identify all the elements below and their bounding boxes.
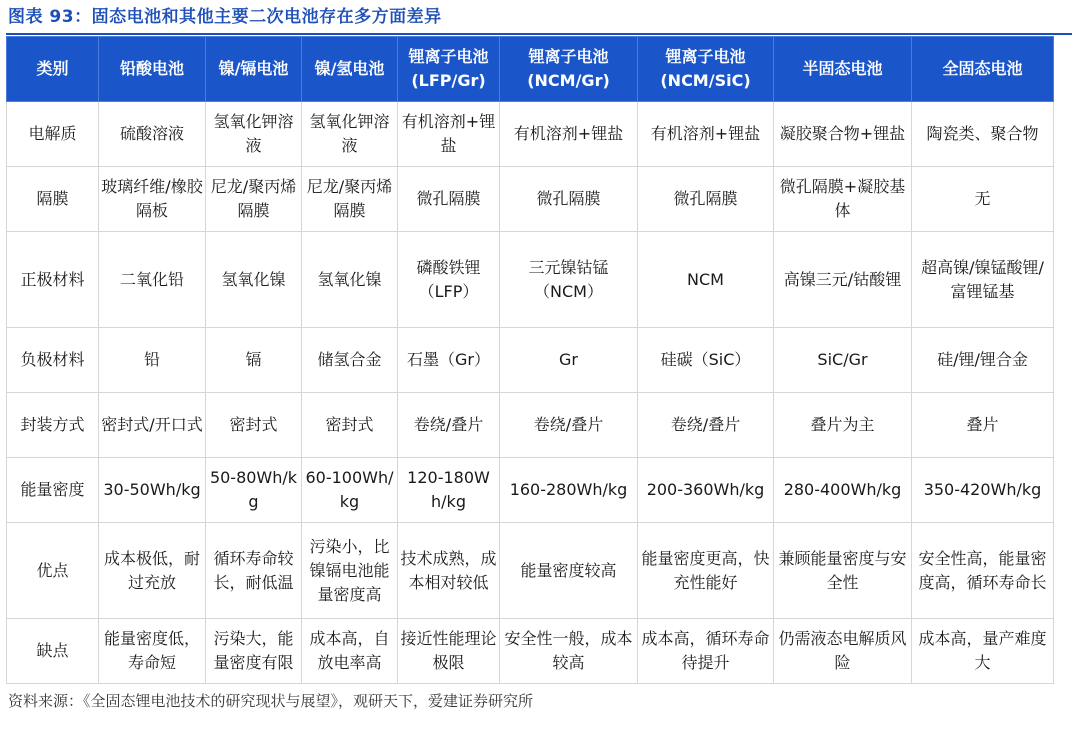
table-cell: 磷酸铁锂 （LFP） bbox=[398, 232, 500, 328]
table-row bbox=[7, 458, 1054, 523]
table-cell: 350-420Wh/kg bbox=[912, 458, 1054, 523]
table-cell: 120-180Wh/kg bbox=[398, 458, 500, 523]
header-lead-acid: 铅酸电池 bbox=[99, 37, 206, 102]
table-cell: SiC/Gr bbox=[774, 328, 912, 393]
title-divider bbox=[6, 33, 1072, 35]
header-nicd: 镍/镉电池 bbox=[206, 37, 302, 102]
header-all-solid: 全固态电池 bbox=[912, 37, 1054, 102]
table-row bbox=[7, 167, 1054, 232]
table-cell: 铅 bbox=[99, 328, 206, 393]
table-cell: 200-360Wh/kg bbox=[638, 458, 774, 523]
row-label: 负极材料 bbox=[7, 328, 99, 393]
table-cell: 尼龙/聚丙烯隔膜 bbox=[206, 167, 302, 232]
table-cell: 成本高，循环寿命待提升 bbox=[638, 619, 774, 684]
row-label: 封装方式 bbox=[7, 393, 99, 458]
row-label: 能量密度 bbox=[7, 458, 99, 523]
table-row bbox=[7, 393, 1054, 458]
row-label: 优点 bbox=[7, 523, 99, 619]
figure-title: 图表 93：固态电池和其他主要二次电池存在多方面差异 bbox=[8, 7, 442, 27]
table-cell: 储氢合金 bbox=[302, 328, 398, 393]
table-cell: 能量密度更高，快充性能好 bbox=[638, 523, 774, 619]
table-cell: 二氧化铅 bbox=[99, 232, 206, 328]
table-cell: 微孔隔膜+凝胶基体 bbox=[774, 167, 912, 232]
table-cell: 氢氧化钾溶液 bbox=[302, 102, 398, 167]
table-cell: 60-100Wh/kg bbox=[302, 458, 398, 523]
table-cell: 成本高，自放电率高 bbox=[302, 619, 398, 684]
header-nimh: 镍/氢电池 bbox=[302, 37, 398, 102]
table-cell: 卷绕/叠片 bbox=[500, 393, 638, 458]
table-cell: 玻璃纤维/橡胶隔板 bbox=[99, 167, 206, 232]
table-row bbox=[7, 102, 1054, 167]
row-label: 缺点 bbox=[7, 619, 99, 684]
table-cell: 有机溶剂+锂盐 bbox=[500, 102, 638, 167]
table-row bbox=[7, 328, 1054, 393]
table-cell: 微孔隔膜 bbox=[398, 167, 500, 232]
table-cell: 成本极低，耐过充放 bbox=[99, 523, 206, 619]
table-cell: 兼顾能量密度与安全性 bbox=[774, 523, 912, 619]
table-row bbox=[7, 523, 1054, 619]
table-cell: 镉 bbox=[206, 328, 302, 393]
table-cell: 成本高，量产难度大 bbox=[912, 619, 1054, 684]
table-cell: 叠片为主 bbox=[774, 393, 912, 458]
row-label: 隔膜 bbox=[7, 167, 99, 232]
table-cell: 无 bbox=[912, 167, 1054, 232]
table-cell: 硅/锂/锂合金 bbox=[912, 328, 1054, 393]
row-label: 正极材料 bbox=[7, 232, 99, 328]
table-cell: 硅碳（SiC） bbox=[638, 328, 774, 393]
header-li-ncm-gr: 锂离子电池 (NCM/Gr) bbox=[500, 37, 638, 102]
table-cell: 密封式 bbox=[206, 393, 302, 458]
table-cell: 石墨（Gr） bbox=[398, 328, 500, 393]
table-cell: 污染大，能量密度有限 bbox=[206, 619, 302, 684]
table-cell: 安全性一般，成本较高 bbox=[500, 619, 638, 684]
table-cell: 30-50Wh/kg bbox=[99, 458, 206, 523]
table-cell: 高镍三元/钴酸锂 bbox=[774, 232, 912, 328]
table-cell: 叠片 bbox=[912, 393, 1054, 458]
table-cell: 接近性能理论极限 bbox=[398, 619, 500, 684]
table-cell: 硫酸溶液 bbox=[99, 102, 206, 167]
comparison-table bbox=[6, 36, 1054, 684]
table-row bbox=[7, 619, 1054, 684]
table-cell: 三元镍钴锰 （NCM） bbox=[500, 232, 638, 328]
table-cell: 尼龙/聚丙烯隔膜 bbox=[302, 167, 398, 232]
table-cell: 微孔隔膜 bbox=[638, 167, 774, 232]
table-cell: 循环寿命较长，耐低温 bbox=[206, 523, 302, 619]
table-cell: 有机溶剂+锂盐 bbox=[398, 102, 500, 167]
header-category: 类别 bbox=[7, 37, 99, 102]
table-cell: 陶瓷类、聚合物 bbox=[912, 102, 1054, 167]
table-cell: 微孔隔膜 bbox=[500, 167, 638, 232]
table-cell: 卷绕/叠片 bbox=[398, 393, 500, 458]
table-cell: 卷绕/叠片 bbox=[638, 393, 774, 458]
table-cell: 氢氧化钾溶液 bbox=[206, 102, 302, 167]
table-cell: 技术成熟，成本相对较低 bbox=[398, 523, 500, 619]
table-cell: 160-280Wh/kg bbox=[500, 458, 638, 523]
source-note: 资料来源：《全固态锂电池技术的研究现状与展望》，观研天下，爱建证券研究所 bbox=[8, 692, 534, 710]
header-li-ncm-sic: 锂离子电池 (NCM/SiC) bbox=[638, 37, 774, 102]
table-cell: 污染小，比镍镉电池能量密度高 bbox=[302, 523, 398, 619]
table-cell: 密封式/开口式 bbox=[99, 393, 206, 458]
row-label: 电解质 bbox=[7, 102, 99, 167]
table-cell: Gr bbox=[500, 328, 638, 393]
table-cell: 超高镍/镍锰酸锂/富锂锰基 bbox=[912, 232, 1054, 328]
table-cell: 280-400Wh/kg bbox=[774, 458, 912, 523]
table-cell: 密封式 bbox=[302, 393, 398, 458]
table-cell: 凝胶聚合物+锂盐 bbox=[774, 102, 912, 167]
table-cell: 氢氧化镍 bbox=[206, 232, 302, 328]
table-cell: 有机溶剂+锂盐 bbox=[638, 102, 774, 167]
table-cell: 安全性高，能量密度高，循环寿命长 bbox=[912, 523, 1054, 619]
table-cell: 能量密度低，寿命短 bbox=[99, 619, 206, 684]
table-cell: 仍需液态电解质风险 bbox=[774, 619, 912, 684]
table-row bbox=[7, 232, 1054, 328]
table-header-row bbox=[7, 37, 1054, 102]
table-cell: 能量密度较高 bbox=[500, 523, 638, 619]
header-li-lfp: 锂离子电池 (LFP/Gr) bbox=[398, 37, 500, 102]
table-cell: 50-80Wh/kg bbox=[206, 458, 302, 523]
table-cell: 氢氧化镍 bbox=[302, 232, 398, 328]
table-cell: NCM bbox=[638, 232, 774, 328]
header-semi-solid: 半固态电池 bbox=[774, 37, 912, 102]
